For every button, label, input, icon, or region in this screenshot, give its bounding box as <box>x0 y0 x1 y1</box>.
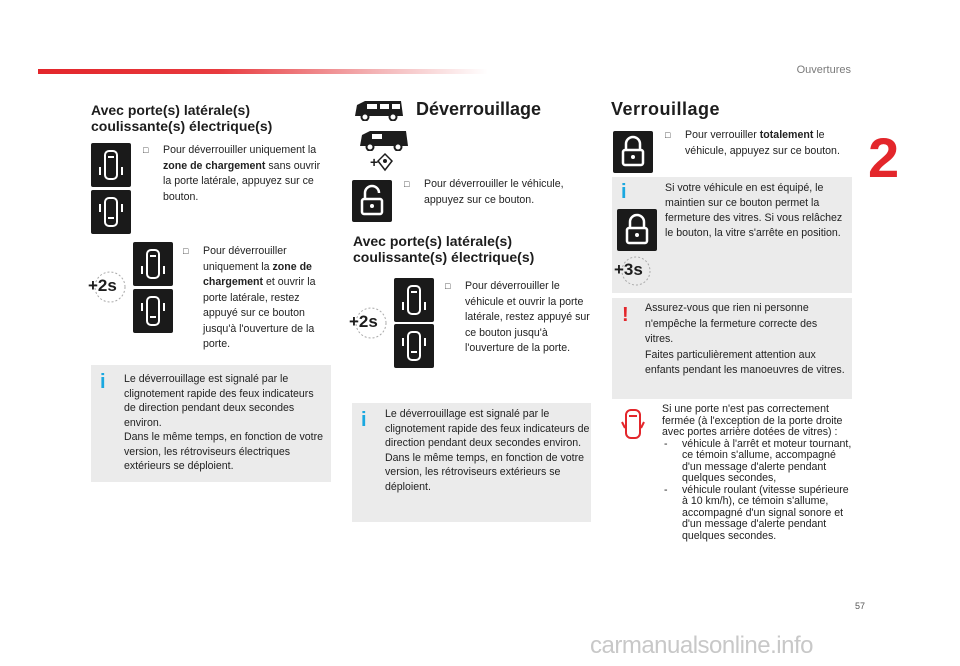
door-warning-item-2: - véhicule roulant (vitesse supérieure à 10 km/h), ce témoin s'allume, accompagné d'un signal sonore et d'un message d'alerte pendant quelques secondes. <box>664 483 849 542</box>
section-title: Ouvertures <box>796 64 851 76</box>
unlock-button-icon <box>352 180 392 222</box>
left-info-box: i Le déverrouillage est signalé par le clignotement rapide des feux indicateurs de direction pendant deux secondes environ. Dans le même temps, en fonction de votre version, les rétroviseurs électriques extérieurs se déploient. <box>91 365 331 482</box>
watermark: carmanualsonline.info <box>590 632 813 659</box>
door-warning-intro: Si une porte n'est pas correctement fermée (à l'exception de la porte droite avec portes arrière dotées de vitres) : <box>662 403 843 438</box>
left-instruction-1: □ Pour déverrouiller uniquement la zone de chargement sans ouvrir la porte latérale, appuyez sur ce bouton. <box>163 143 328 205</box>
left-section-title: Avec porte(s) latérale(s) coulissante(s) électrique(s) <box>91 102 273 134</box>
cargo-unlock-button-icon-alt <box>91 190 131 234</box>
left-instruction-2: □ Pour déverrouiller uniquement la zone de chargement et ouvrir la porte latérale, restez appuyé sur ce bouton jusqu'à l'ouverture de la porte. <box>203 244 328 353</box>
info-icon: i <box>621 181 627 203</box>
page-number: 57 <box>855 601 866 611</box>
van-icon-small <box>358 129 410 151</box>
lock-windows-button-icon <box>617 209 657 251</box>
key-plus-icon <box>370 152 396 172</box>
side-door-unlock-icon-alt <box>133 289 173 333</box>
side-door-unlock-icon <box>133 242 173 286</box>
hold-2s-badge-mid: +2s <box>349 306 389 340</box>
door-warning-text <box>662 404 852 542</box>
chapter-number: 2 <box>868 126 900 189</box>
mid-section-subtitle: Avec porte(s) latérale(s) coulissante(s) électrique(s) <box>353 233 535 265</box>
cargo-unlock-button-icon <box>91 143 131 187</box>
van-icon <box>353 99 405 121</box>
lock-button-icon <box>613 131 653 173</box>
info-icon: i <box>361 409 367 431</box>
unlocking-title: Déverrouillage <box>416 99 542 119</box>
mid-info-box: i Le déverrouillage est signalé par le clignotement rapide des feux indicateurs de direction pendant deux secondes environ. Dans le même temps, en fonction de votre version, les rétroviseurs extérieurs se déploient. <box>352 403 591 522</box>
header-accent-bar <box>38 69 488 74</box>
side-door-open-icon <box>394 278 434 322</box>
right-instruction-1: □ Pour verrouiller totalement le véhicule, appuyez sur ce bouton. <box>685 128 850 159</box>
side-door-open-icon-alt <box>394 324 434 368</box>
hold-2s-badge: +2s <box>88 270 128 304</box>
locking-title: Verrouillage <box>611 99 721 119</box>
mid-instruction-1: □ Pour déverrouiller le véhicule, appuyez sur ce bouton. <box>424 177 584 208</box>
door-open-warning-icon <box>620 406 646 442</box>
info-icon: i <box>100 371 106 393</box>
mid-instruction-2: □ Pour déverrouiller le véhicule et ouvrir la porte latérale, restez appuyé sur ce bouton jusqu'à l'ouverture de la porte. <box>465 279 590 357</box>
right-warning-box: ! Assurez-vous que rien ni personne n'empêche la fermeture correcte des vitres. Faites particulièrement attention aux enfants pendant les manoeuvres de vitres. <box>612 298 852 399</box>
right-info-box: i Si votre véhicule en est équipé, le maintien sur ce bouton permet la fermeture des vitres. Si vous relâchez le bouton, la vitre s'arrête en position. <box>612 177 852 293</box>
hold-3s-badge: +3s <box>614 255 654 287</box>
warning-icon: ! <box>622 304 629 326</box>
door-warning-item-1: - véhicule à l'arrêt et moteur tournant, ce témoin s'allume, accompagné d'un message d'alerte pendant quelques secondes, <box>664 437 852 484</box>
svg-text:+: + <box>370 154 379 170</box>
